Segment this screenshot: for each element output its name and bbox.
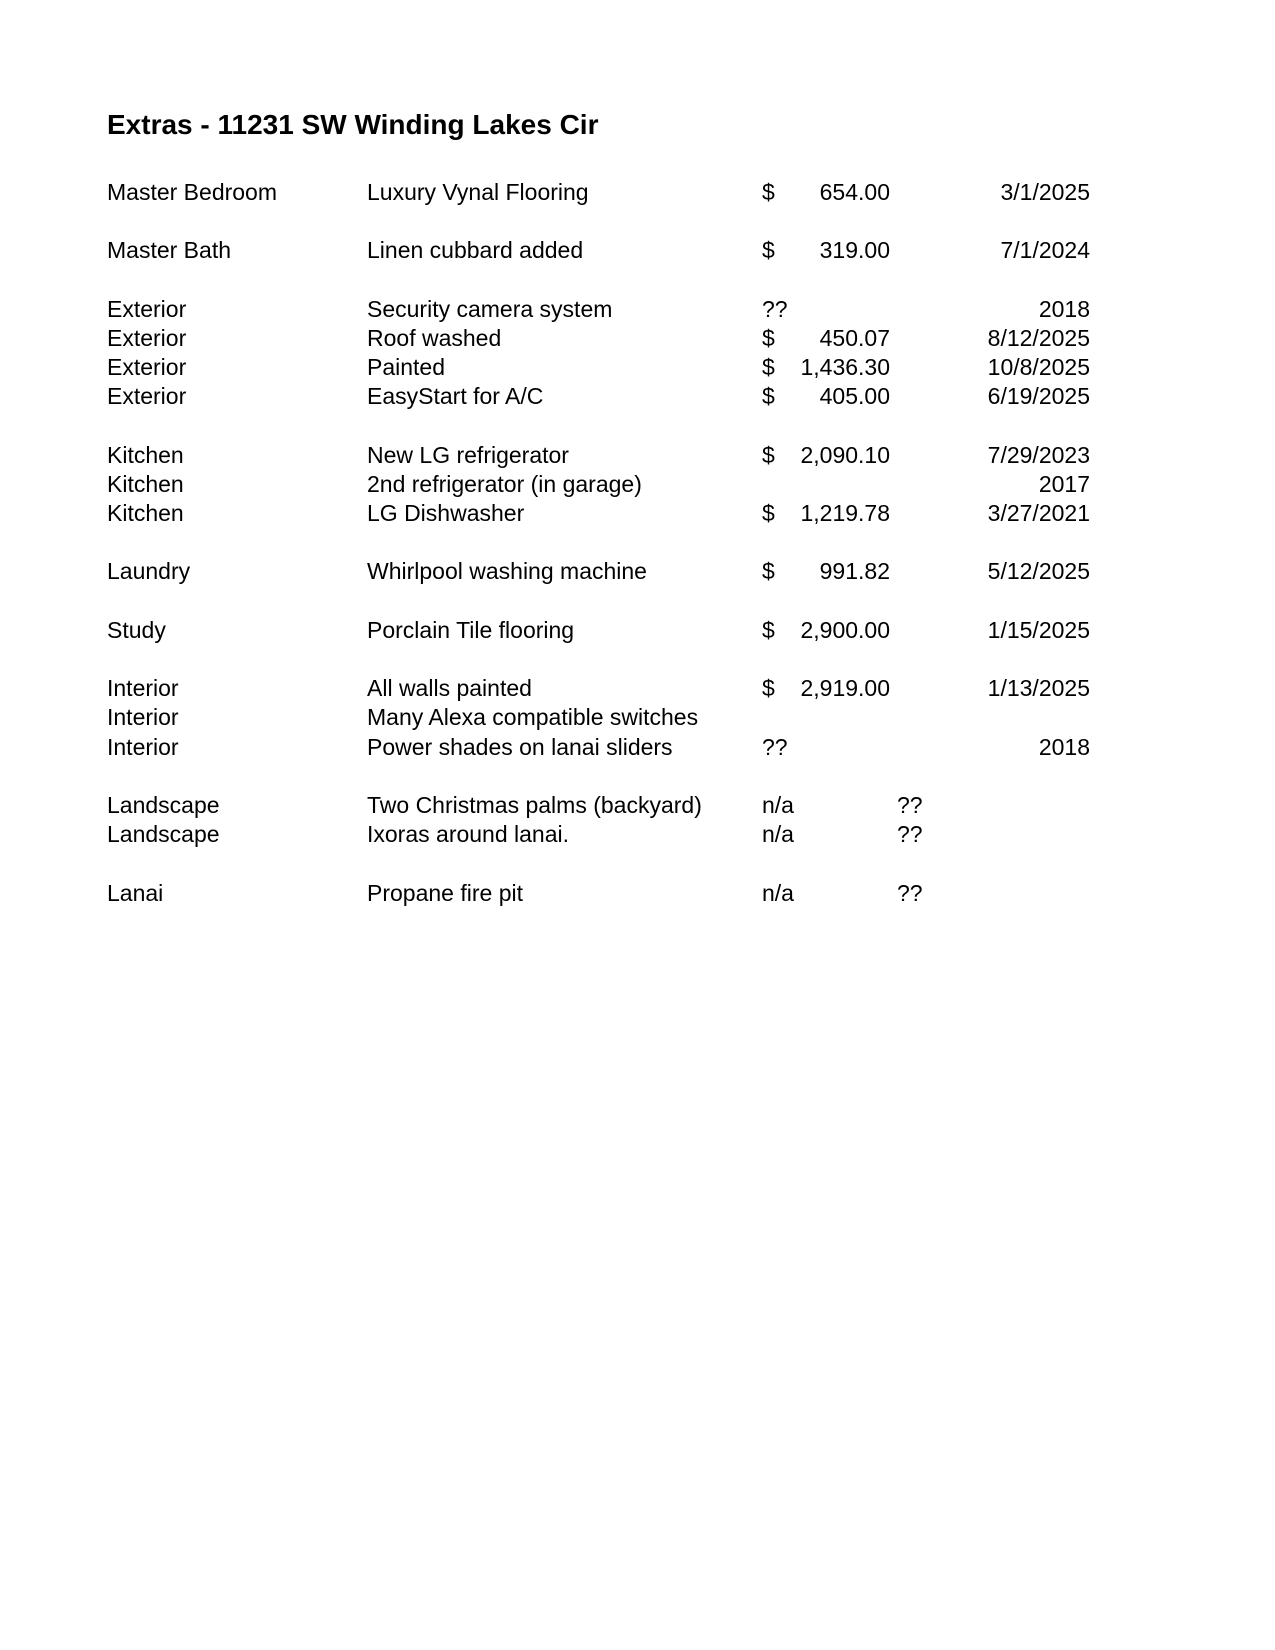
cell-item: Ixoras around lanai. (367, 821, 570, 848)
cell-amount: 2,919.00 (800, 675, 890, 702)
cell-currency: ?? (762, 733, 788, 760)
extras-table (0, 178, 1275, 908)
cell-location: Landscape (107, 791, 220, 818)
cell-date: 5/12/2025 (987, 558, 1090, 585)
table-row (0, 703, 1275, 732)
cell-item: Many Alexa compatible switches (367, 704, 699, 731)
cell-date: 1/15/2025 (987, 616, 1090, 643)
cell-note: ?? (897, 791, 923, 818)
cell-location: Interior (107, 704, 179, 731)
cell-date: 10/8/2025 (987, 354, 1090, 381)
cell-date: 3/27/2021 (987, 500, 1090, 527)
cell-amount: 654.00 (819, 179, 890, 205)
group-spacer (0, 528, 1275, 557)
cell-currency: ?? (762, 295, 788, 322)
table-row (0, 236, 1275, 265)
cell-item: EasyStart for A/C (367, 383, 544, 410)
table-row (0, 382, 1275, 411)
cell-location: Kitchen (107, 500, 184, 527)
cell-item: Porclain Tile flooring (367, 616, 575, 643)
cell-item: LG Dishwasher (367, 500, 525, 527)
cell-currency: $ (762, 441, 775, 468)
cell-note: ?? (897, 879, 923, 906)
cell-amount: 991.82 (819, 558, 890, 585)
cell-currency: n/a (762, 821, 794, 848)
table-row (0, 324, 1275, 353)
cell-note: ?? (897, 821, 923, 848)
cell-amount: 1,219.78 (800, 500, 890, 527)
cell-date: 8/12/2025 (987, 324, 1090, 351)
cell-location: Landscape (107, 821, 220, 848)
cell-currency: $ (762, 675, 775, 702)
group-spacer (0, 645, 1275, 674)
table-row (0, 499, 1275, 528)
table-row (0, 353, 1275, 382)
page-title: Extras - 11231 SW Winding Lakes Cir (107, 109, 599, 140)
cell-item: Two Christmas palms (backyard) (367, 791, 702, 818)
cell-date: 2018 (1038, 733, 1090, 760)
table-row (0, 178, 1275, 207)
cell-item: Painted (367, 354, 446, 381)
cell-amount: 2,900.00 (800, 616, 890, 643)
table-row (0, 557, 1275, 586)
table-row (0, 616, 1275, 645)
table-row (0, 733, 1275, 762)
cell-date: 7/29/2023 (987, 441, 1090, 468)
table-row (0, 674, 1275, 703)
cell-amount: 319.00 (819, 237, 890, 264)
table-row (0, 295, 1275, 324)
cell-item: Luxury Vynal Flooring (367, 179, 589, 205)
cell-location: Kitchen (107, 470, 184, 497)
cell-location: Lanai (107, 879, 164, 906)
cell-location: Study (107, 616, 166, 643)
group-spacer (0, 266, 1275, 295)
cell-item: Linen cubbard added (367, 237, 584, 264)
cell-item: Propane fire pit (367, 879, 523, 906)
cell-location: Exterior (107, 295, 187, 322)
cell-date: 2017 (1038, 470, 1090, 497)
cell-currency: $ (762, 383, 775, 410)
cell-amount: 405.00 (819, 383, 890, 410)
cell-item: New LG refrigerator (367, 441, 569, 468)
cell-item: 2nd refrigerator (in garage) (367, 470, 642, 497)
cell-currency: $ (762, 354, 775, 381)
cell-item: All walls painted (367, 675, 532, 702)
cell-amount: 450.07 (819, 324, 890, 351)
cell-currency: n/a (762, 791, 794, 818)
cell-location: Master Bath (107, 237, 231, 264)
cell-location: Interior (107, 675, 179, 702)
cell-currency: $ (762, 324, 775, 351)
cell-location: Exterior (107, 324, 187, 351)
group-spacer (0, 412, 1275, 441)
cell-location: Kitchen (107, 441, 184, 468)
cell-date: 7/1/2024 (1000, 237, 1090, 264)
cell-date: 2018 (1038, 295, 1090, 322)
group-spacer (0, 762, 1275, 791)
cell-date: 6/19/2025 (987, 383, 1090, 410)
cell-item: Power shades on lanai sliders (367, 733, 673, 760)
cell-location: Exterior (107, 354, 187, 381)
table-row (0, 879, 1275, 908)
cell-item: Roof washed (367, 324, 502, 351)
table-row (0, 820, 1275, 849)
cell-item: Security camera system (367, 295, 613, 322)
cell-date: 3/1/2025 (1000, 179, 1090, 205)
cell-date: 1/13/2025 (987, 675, 1090, 702)
cell-currency: $ (762, 237, 775, 264)
cell-amount: 2,090.10 (800, 441, 890, 468)
group-spacer (0, 587, 1275, 616)
table-row (0, 441, 1275, 470)
table-row (0, 791, 1275, 820)
cell-location: Interior (107, 733, 179, 760)
group-spacer (0, 849, 1275, 878)
cell-location: Laundry (107, 558, 191, 585)
cell-location: Exterior (107, 383, 187, 410)
cell-amount: 1,436.30 (800, 354, 890, 381)
group-spacer (0, 207, 1275, 236)
table-row (0, 470, 1275, 499)
cell-currency: $ (762, 500, 775, 527)
cell-location: Master Bedroom (107, 179, 278, 205)
cell-item: Whirlpool washing machine (367, 558, 647, 585)
cell-currency: n/a (762, 879, 794, 906)
cell-currency: $ (762, 179, 775, 205)
cell-currency: $ (762, 616, 775, 643)
cell-currency: $ (762, 558, 775, 585)
